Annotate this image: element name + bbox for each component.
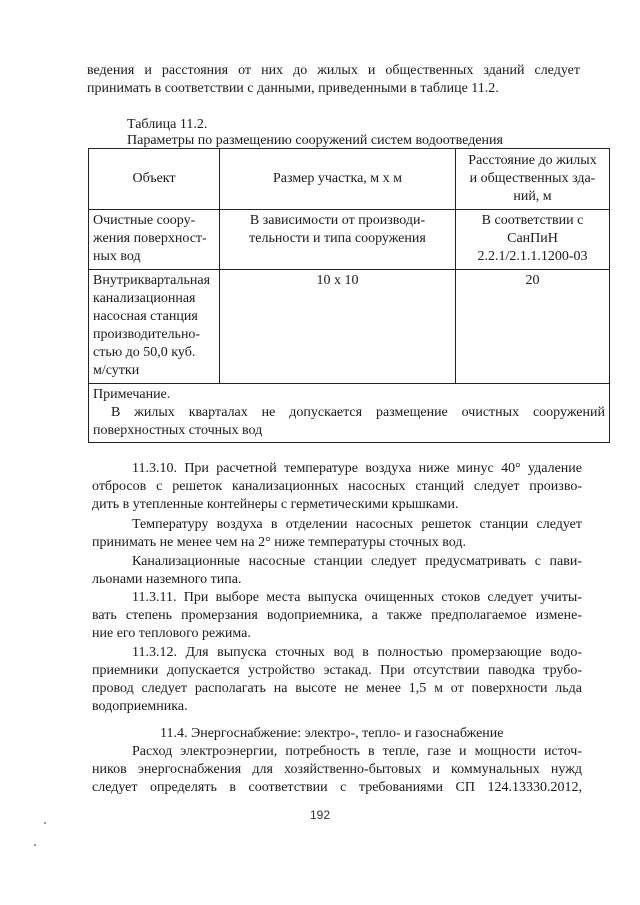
body-line-5: принимать не менее чем на 2° ниже температуры сточных вод. (92, 535, 466, 550)
body-line-14: водоприемника. (92, 699, 188, 714)
table-title: Параметры по размещению сооружений систем водоотведения (127, 133, 503, 148)
row1-object: Очистные соору- жения поверхност- ных вод (89, 210, 220, 270)
table-row (89, 210, 610, 270)
section-line-2: ников энергоснабжения для хозяйственно-бытовых и коммунальных нужд (92, 762, 582, 777)
header-size: Размер участка, м х м (220, 149, 456, 210)
body-line-9: вать степень промерзания водоприемника, а также предполагаемое измене- (92, 608, 582, 623)
row1-distance: В соответствии с СанПиН 2.2.1/2.1.1.1200-03 (456, 210, 610, 270)
note-line-2: поверхностных сточных вод (93, 423, 263, 438)
body-line-3: дить в утепленные контейнеры с герметическими крышками. (92, 497, 459, 512)
header-distance: Расстояние до жилых и общественных зда- ний, м (456, 149, 610, 210)
section-line-1: Расход электроэнергии, потребность в тепле, газе и мощности источ- (132, 744, 582, 759)
body-line-8: 11.3.11. При выборе места выпуска очищенных стоков следует учиты- (132, 590, 582, 605)
note-line-1: В жилых кварталах не допускается размещение очистных сооружений (111, 405, 605, 420)
body-line-10: ние его теплового режима. (92, 626, 251, 641)
page-number: 192 (309, 808, 331, 822)
intro-line-1: ведения и расстояния от них до жилых и общественных зданий следует (87, 63, 580, 78)
scan-speck (34, 844, 36, 846)
parameters-table (88, 148, 610, 443)
body-line-1: 11.3.10. При расчетной температуре воздуха ниже минус 40° удаление (132, 461, 582, 476)
section-heading: 11.4. Энергоснабжение: электро-, тепло- и газоснабжение (160, 726, 504, 741)
row2-distance: 20 (456, 270, 610, 384)
note-title: Примечание. (93, 387, 171, 402)
table-caption: Таблица 11.2. (127, 117, 208, 132)
body-line-13: провод следует располагать на высоте не менее 1,5 м от поверхности льда (92, 681, 582, 696)
table-note (89, 384, 610, 443)
body-line-4: Температуру воздуха в отделении насосных решеток станции следует (132, 517, 582, 532)
body-line-11: 11.3.12. Для выпуска сточных вод в полностью промерзающие водо- (132, 645, 582, 660)
row2-size: 10 х 10 (220, 270, 456, 384)
body-line-2: отбросов с решеток канализационных насосных станций следует произво- (92, 479, 582, 494)
row2-object: Внутриквартальная канализационная насосная станция производительно- стью до 50,0 куб. м/сутки (89, 270, 220, 384)
table-header-row (89, 149, 610, 210)
row1-size: В зависимости от производи- тельности и типа сооружения (220, 210, 456, 270)
table-row (89, 270, 610, 384)
section-line-3: следует определять в соответствии с требованиями СП 124.13330.2012, (92, 780, 582, 795)
body-line-7: льонами наземного типа. (92, 572, 242, 587)
body-line-12: приемники допускается устройство эстакад. При отсутствии паводка трубо- (92, 663, 582, 678)
intro-line-2: принимать в соответствии с данными, приведенными в таблице 11.2. (87, 81, 499, 96)
scan-speck (44, 822, 46, 824)
table-note-row (89, 384, 610, 443)
header-object: Объект (89, 149, 220, 210)
body-line-6: Канализационные насосные станции следует предусматривать с пави- (132, 554, 582, 569)
